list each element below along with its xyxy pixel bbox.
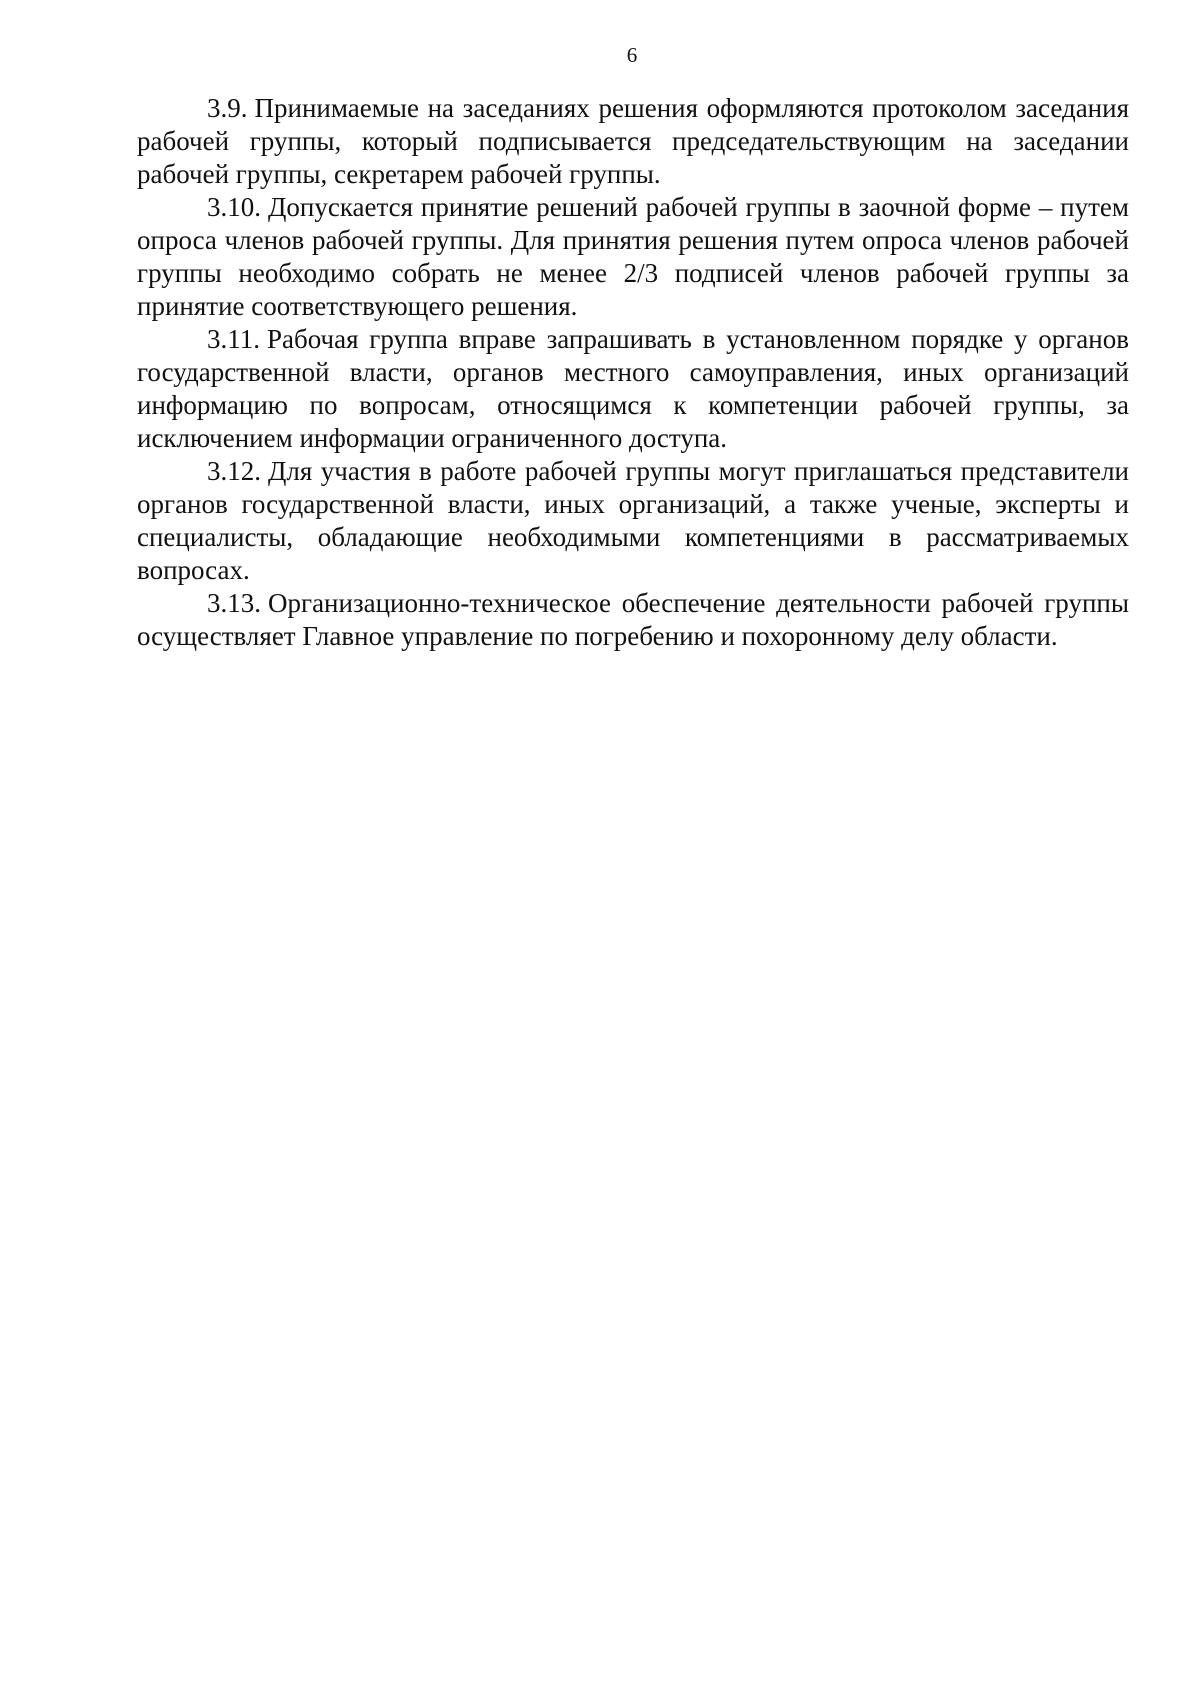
paragraph-3-11 [137,323,1129,455]
paragraph-3-13 [137,587,1129,653]
paragraph-text: Для участия в работе рабочей группы могут приглашаться представители органов государственной власти, иных организаций, а также ученые, эксперты и специалисты, обладающие необходимыми компетенциями в рассматриваемых вопросах. [137,456,1129,585]
page-number: 6 [626,43,638,67]
paragraph-number: 3.13. [207,588,261,618]
document-body [137,92,1129,653]
paragraph-3-9 [137,92,1129,191]
paragraph-3-10 [137,191,1129,323]
paragraph-number: 3.10. [207,192,261,222]
paragraph-3-12 [137,455,1129,587]
paragraph-text: Принимаемые на заседаниях решения оформляются протоколом заседания рабочей группы, который подписывается председательствующим на заседании рабочей группы, секретарем рабочей группы. [137,93,1129,189]
paragraph-text: Рабочая группа вправе запрашивать в установленном порядке у органов государственной власти, органов местного самоуправления, иных организаций информацию по вопросам, относящимся к компетенции рабочей группы, за исключением информации ограниченного доступа. [137,324,1129,453]
paragraph-number: 3.11. [207,324,260,354]
paragraph-text: Организационно-техническое обеспечение деятельности рабочей группы осуществляет Главное управление по погребению и похоронному делу области. [137,588,1129,651]
paragraph-number: 3.12. [207,456,261,486]
paragraph-text: Допускается принятие решений рабочей группы в заочной форме – путем опроса членов рабочей группы. Для принятия решения путем опроса членов рабочей группы необходимо собрать не менее 2/3 подписей членов рабочей группы за принятие соответствующего решения. [137,192,1129,321]
paragraph-number: 3.9. [207,93,248,123]
